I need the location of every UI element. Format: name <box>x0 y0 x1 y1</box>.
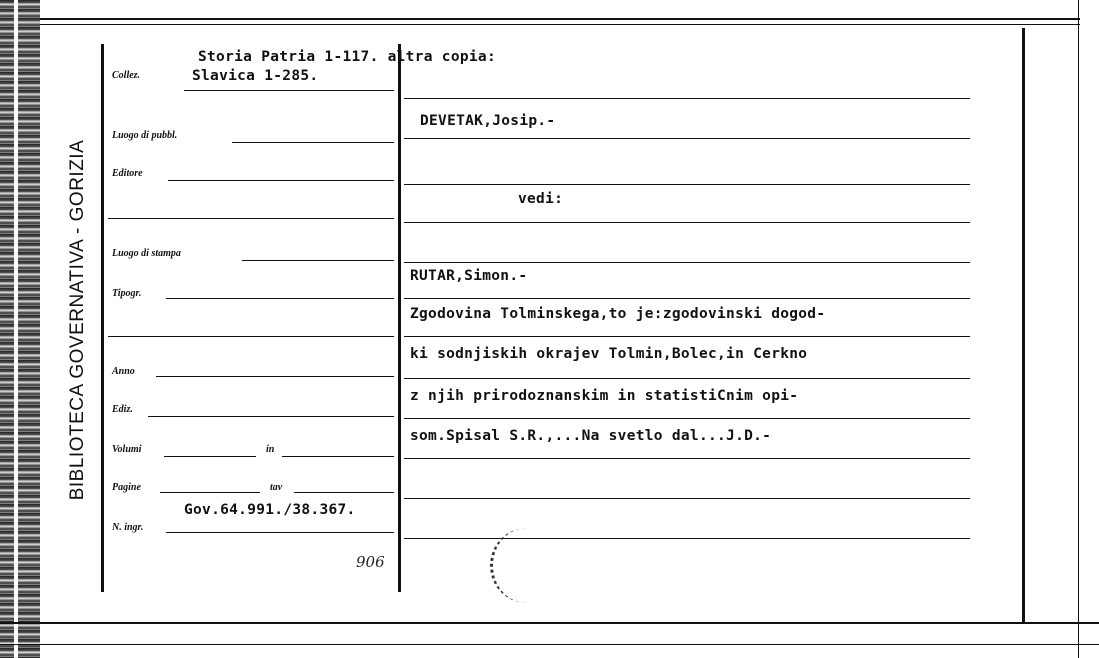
rule-right-12 <box>404 538 970 539</box>
card-right-edge <box>1022 28 1025 624</box>
collection-slavica: Slavica 1-285. <box>192 68 319 84</box>
rule-tav <box>294 492 394 493</box>
rule-right-11 <box>404 498 970 499</box>
rule-collez <box>184 90 394 91</box>
left-rule <box>101 44 104 592</box>
rule-anno <box>156 376 394 377</box>
rule-right-5 <box>404 262 970 263</box>
rule-right-8 <box>404 378 970 379</box>
label-collez: Collez. <box>112 70 141 81</box>
rule-volumi <box>164 456 256 457</box>
rule-right-10 <box>404 458 970 459</box>
author-rutar: RUTAR,Simon.- <box>410 268 528 284</box>
rule-right-6 <box>404 298 970 299</box>
label-pagine: Pagine <box>112 482 141 493</box>
rule-luogo-pubbl <box>232 142 394 143</box>
middle-rule <box>398 44 401 592</box>
rule-right-4 <box>404 222 970 223</box>
rule-editore <box>168 180 394 181</box>
label-anno: Anno <box>112 366 135 377</box>
label-luogo-stampa: Luogo di stampa <box>112 248 181 259</box>
see-also: vedi: <box>518 191 564 207</box>
rule-in <box>282 456 394 457</box>
rule-ediz <box>148 416 394 417</box>
rule-right-3 <box>404 184 970 185</box>
collection-storia-patria: Storia Patria 1-117. altra copia: <box>198 49 496 65</box>
title-line-1: Zgodovina Tolminskega,to je:zgodovinski dogod- <box>410 306 826 322</box>
title-line-2: ki sodnjiskih okrajev Tolmin,Bolec,in Cerkno <box>410 346 808 362</box>
rule-editore-2 <box>108 218 394 219</box>
rule-right-9 <box>404 418 970 419</box>
label-luogo-pubbl: Luogo di pubbl. <box>112 130 178 141</box>
label-tav: tav <box>270 482 283 493</box>
rule-right-7 <box>404 336 970 337</box>
inventory-number: Gov.64.991./38.367. <box>184 502 356 518</box>
rule-tipogr <box>166 298 394 299</box>
title-line-4: som.Spisal S.R.,...Na svetlo dal...J.D.- <box>410 428 772 444</box>
label-in: in <box>266 444 275 455</box>
scanned-left-edge <box>0 0 40 658</box>
rule-right-1 <box>404 98 970 99</box>
author-devetak: DEVETAK,Josip.- <box>420 113 556 129</box>
rule-pagine <box>160 492 260 493</box>
label-ediz: Ediz. <box>112 404 133 415</box>
rule-n-ingr <box>166 532 394 533</box>
partial-stamp <box>490 528 563 603</box>
top-border <box>0 0 1099 26</box>
label-editore: Editore <box>112 168 143 179</box>
label-n-ingr: N. ingr. <box>112 522 144 533</box>
scan-right-edge <box>1078 0 1079 658</box>
rule-tipogr-2 <box>108 336 394 337</box>
title-line-3: z njih prirodoznanskim in statistiCnim opi- <box>410 388 799 404</box>
handwritten-shelf-number: 906 <box>356 553 385 571</box>
rule-right-2 <box>404 138 970 139</box>
label-tipogr: Tipogr. <box>112 288 142 299</box>
label-volumi: Volumi <box>112 444 142 455</box>
library-name: BIBLIOTECA GOVERNATIVA - GORIZIA <box>67 139 88 501</box>
rule-luogo-stampa <box>242 260 394 261</box>
